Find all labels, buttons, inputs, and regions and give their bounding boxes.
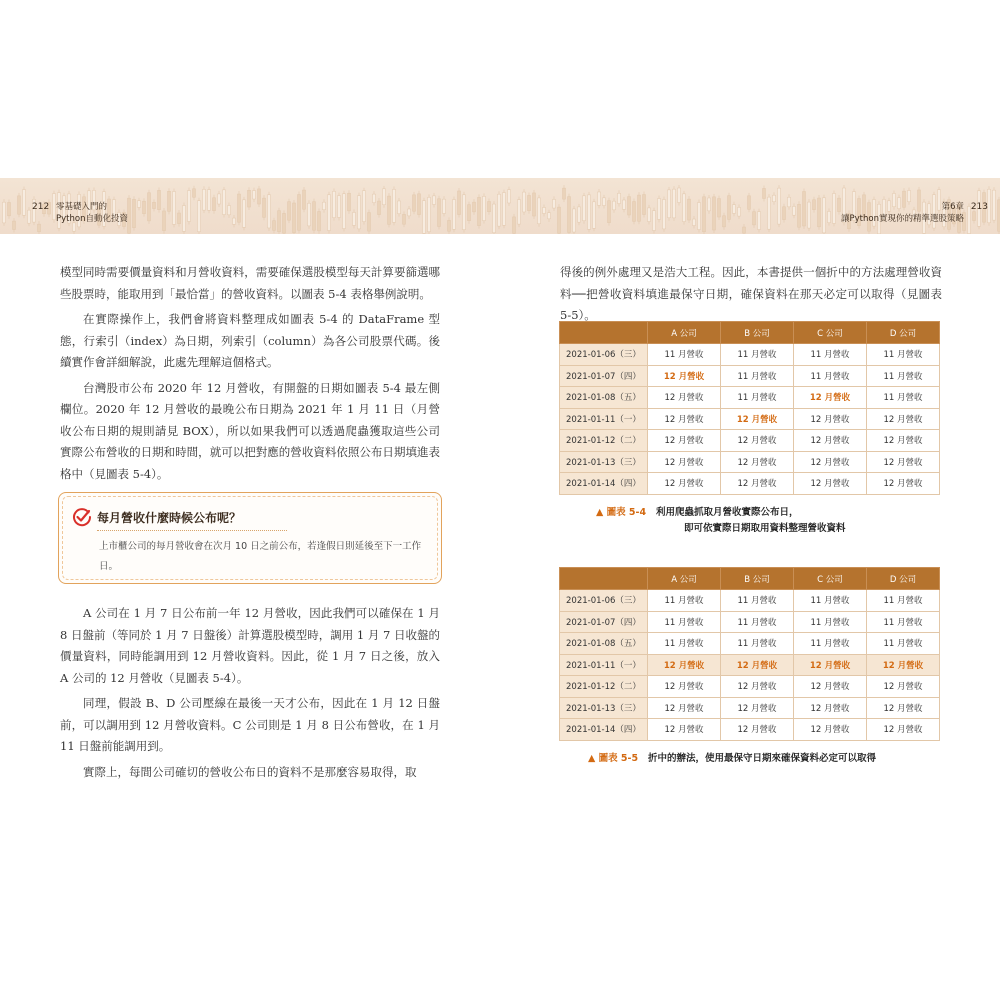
decoration-candle <box>328 195 331 231</box>
decoration-candle <box>413 195 416 211</box>
table-row <box>560 430 940 452</box>
decoration-candle <box>583 196 586 221</box>
revenue-cell: 11 月營收 <box>721 387 794 409</box>
decoration-candle <box>548 213 551 219</box>
decoration-candle <box>573 209 576 232</box>
decoration-candle <box>193 189 196 197</box>
decoration-candle <box>638 195 641 221</box>
decoration-candle <box>343 194 346 229</box>
decoration-candle <box>498 194 501 226</box>
decoration-candle <box>23 190 26 216</box>
decoration-candle <box>803 191 806 225</box>
revenue-cell: 12 月營收 <box>867 719 940 741</box>
revenue-cell: 12 月營收 <box>648 451 721 473</box>
decoration-candle <box>13 221 16 229</box>
table-row <box>560 590 940 612</box>
revenue-cell: 12 月營收 <box>721 719 794 741</box>
decoration-candle <box>813 200 816 210</box>
revenue-cell: 11 月營收 <box>721 344 794 366</box>
revenue-cell: 12 月營收 <box>648 697 721 719</box>
decoration-candle <box>333 191 336 217</box>
decoration-candle <box>298 195 301 231</box>
decoration-candle <box>748 196 751 209</box>
date-cell: 2021-01-06（三） <box>560 590 648 612</box>
decoration-candle <box>403 214 406 224</box>
decoration-candle <box>703 197 706 232</box>
revenue-cell: 12 月營收 <box>648 365 721 387</box>
decoration-candle <box>673 189 676 218</box>
revenue-cell: 11 月營收 <box>794 590 867 612</box>
decoration-candle <box>208 190 211 211</box>
column-header: A 公司 <box>648 568 721 590</box>
decoration-candle <box>808 202 811 228</box>
decoration-candle <box>798 204 801 227</box>
decoration-candle <box>758 212 761 230</box>
decoration-candle <box>723 216 726 227</box>
decoration-candle <box>253 191 256 199</box>
decoration-candle <box>643 195 646 215</box>
decoration-candle <box>348 193 351 211</box>
table-row <box>560 676 940 698</box>
column-header: C 公司 <box>794 568 867 590</box>
table-row <box>560 719 940 741</box>
decoration-candle <box>783 207 786 220</box>
decoration-candle <box>418 194 421 215</box>
decoration-candle <box>633 202 636 222</box>
right-running-header <box>841 201 988 225</box>
date-cell: 2021-01-08（五） <box>560 633 648 655</box>
decoration-candle <box>373 194 376 203</box>
revenue-cell: 12 月營收 <box>648 408 721 430</box>
revenue-cell: 11 月營收 <box>867 633 940 655</box>
decoration-candle <box>603 198 606 206</box>
decoration-candle <box>268 195 271 228</box>
caption-label: ▲ 圖表 5-4 <box>596 507 647 518</box>
date-cell: 2021-01-07（四） <box>560 611 648 633</box>
revenue-cell: 12 月營收 <box>867 697 940 719</box>
decoration-candle <box>358 196 361 229</box>
decoration-candle <box>698 203 701 230</box>
decoration-candle <box>423 201 426 234</box>
revenue-cell: 12 月營收 <box>794 387 867 409</box>
decoration-candle <box>323 202 326 210</box>
revenue-cell: 12 月營收 <box>648 676 721 698</box>
figure-caption-5-4 <box>596 505 846 537</box>
revenue-cell: 12 月營收 <box>648 387 721 409</box>
decoration-candle <box>143 201 146 213</box>
decoration-candle <box>263 198 266 217</box>
table-row <box>560 633 940 655</box>
decoration-candle <box>203 189 206 210</box>
revenue-cell: 11 月營收 <box>867 344 940 366</box>
decoration-candle <box>788 197 791 207</box>
decoration-candle <box>533 193 536 216</box>
decoration-candle <box>523 192 526 212</box>
decoration-candle <box>728 196 731 220</box>
revenue-cell: 11 月營收 <box>721 590 794 612</box>
decoration-candle <box>693 219 696 226</box>
decoration-candle <box>278 211 281 232</box>
date-cell: 2021-01-07（四） <box>560 365 648 387</box>
column-header: A 公司 <box>648 322 721 344</box>
table-row <box>560 344 940 366</box>
caption-text: 折中的辦法，使用最保守日期來確保資料必定可以取得 <box>648 753 877 764</box>
left-book-title-1: 零基礎入門的 <box>56 202 108 212</box>
decoration-candle <box>793 206 796 215</box>
column-header: D 公司 <box>867 568 940 590</box>
revenue-cell: 12 月營收 <box>648 430 721 452</box>
decoration-candle <box>648 208 651 222</box>
decoration-candle <box>833 193 836 223</box>
revenue-cell: 12 月營收 <box>794 719 867 741</box>
date-cell: 2021-01-06（三） <box>560 344 648 366</box>
decoration-candle <box>753 212 756 225</box>
paragraph: 模型同時需要價量資料和月營收資料，需要確保選股模型每天計算要篩選哪些股票時，能取用到「最恰當」的營收資料。以圖表 5-4 表格舉例說明。 <box>60 265 440 301</box>
decoration-candle <box>148 193 151 221</box>
decoration-candle <box>218 194 221 204</box>
decoration-candle <box>593 202 596 228</box>
revenue-cell: 12 月營收 <box>867 676 940 698</box>
decoration-candle <box>518 200 521 224</box>
decoration-candle <box>683 194 686 222</box>
decoration-candle <box>433 196 436 205</box>
divider <box>97 530 287 531</box>
decoration-candle <box>543 207 546 213</box>
decoration-candle <box>318 212 321 231</box>
date-cell: 2021-01-12（二） <box>560 430 648 452</box>
decoration-candle <box>553 199 556 208</box>
revenue-cell: 11 月營收 <box>794 344 867 366</box>
column-header: D 公司 <box>867 322 940 344</box>
decoration-candle <box>503 193 506 226</box>
decoration-candle <box>258 189 261 204</box>
date-cell: 2021-01-08（五） <box>560 387 648 409</box>
revenue-cell: 12 月營收 <box>721 676 794 698</box>
revenue-cell: 11 月營收 <box>867 387 940 409</box>
table-row <box>560 697 940 719</box>
revenue-cell: 11 月營收 <box>721 611 794 633</box>
table-row <box>560 408 940 430</box>
date-cell: 2021-01-13（三） <box>560 697 648 719</box>
decoration-candle <box>443 199 446 213</box>
decoration-candle <box>598 192 601 205</box>
decoration-candle <box>488 202 491 212</box>
decoration-candle <box>513 217 516 233</box>
decoration-candle <box>243 200 246 228</box>
decoration-candle <box>388 196 391 224</box>
left-column-text <box>60 262 440 489</box>
revenue-cell: 12 月營收 <box>794 430 867 452</box>
decoration-candle <box>538 198 541 224</box>
caption-text: 即可依實際日期取用資料整理營收資料 <box>684 523 846 534</box>
date-cell: 2021-01-14（四） <box>560 719 648 741</box>
decoration-candle <box>363 191 366 222</box>
decoration-candle <box>678 188 681 203</box>
paragraph: 台灣股市公布 2020 年 12 月營收，有開盤的日期如圖表 5-4 最左側欄位。2020 年 12 月營收的最晚公布日期為 2021 年 1 月 11 日（月營收公布日期的規則請見 BOX），所以如果我們可以透過爬蟲獲取這些公司實際公布營收的日期和時間，就可以把對應的營收資料依照公布日期填進表格中（見圖表 5-4）。 <box>60 380 440 481</box>
decoration-candle <box>613 201 616 210</box>
decoration-candle <box>588 195 591 229</box>
revenue-cell: 12 月營收 <box>794 451 867 473</box>
revenue-cell: 12 月營收 <box>794 676 867 698</box>
decoration-candle <box>133 199 136 227</box>
column-header: B 公司 <box>721 322 794 344</box>
revenue-cell: 12 月營收 <box>721 697 794 719</box>
decoration-candle <box>828 211 831 222</box>
revenue-cell: 11 月營收 <box>867 365 940 387</box>
right-column-text <box>560 262 942 327</box>
decoration-candle <box>718 199 721 217</box>
revenue-cell: 12 月營收 <box>721 430 794 452</box>
decoration-candle <box>713 197 716 230</box>
revenue-table-5-5 <box>559 567 940 741</box>
revenue-cell: 12 月營收 <box>648 719 721 741</box>
decoration-candle <box>623 200 626 209</box>
decoration-candle <box>778 188 781 224</box>
paragraph: 同理，假設 B、D 公司壓線在最後一天才公布，因此在 1 月 12 日盤前，可以調用到 12 月營收資料。C 公司則是 1 月 8 日公布營收，在 1 月 11 日盤前能調用到。 <box>60 696 440 753</box>
decoration-candle <box>338 196 341 218</box>
column-header: C 公司 <box>794 322 867 344</box>
revenue-cell: 11 月營收 <box>721 365 794 387</box>
right-chapter-title: 讓Python實現你的精準選股策略 <box>841 214 964 224</box>
date-cell: 2021-01-12（二） <box>560 676 648 698</box>
decoration-candle <box>618 193 621 203</box>
decoration-candle <box>183 206 186 232</box>
decoration-candle <box>658 199 661 220</box>
decoration-candle <box>168 191 171 211</box>
decoration-candle <box>398 201 401 214</box>
revenue-cell: 11 月營收 <box>867 611 940 633</box>
paragraph: A 公司在 1 月 7 日公布前一年 12 月營收，因此我們可以確保在 1 月 8 日盤前（等同於 1 月 7 日盤後）計算選股模型時，調用 1 月 7 日收盤的價量資料，同時能調用到 12 月營收資料。因此，從 1 月 7 日之後，放入 A 公司的 12 月營收（見圖表 5-4）。 <box>60 606 440 685</box>
table-body <box>560 590 940 741</box>
decoration-candle <box>383 189 386 205</box>
revenue-cell: 12 月營收 <box>794 473 867 495</box>
decoration-candle <box>38 224 41 232</box>
revenue-cell: 12 月營收 <box>721 473 794 495</box>
decoration-candle <box>368 213 371 232</box>
decoration-candle <box>238 194 241 222</box>
decoration-candle <box>483 196 486 220</box>
decoration-candle <box>273 221 276 231</box>
table-header-row <box>560 322 940 344</box>
revenue-cell: 12 月營收 <box>867 430 940 452</box>
decoration-candle <box>408 209 411 216</box>
decoration-candle <box>438 199 441 227</box>
revenue-cell: 11 月營收 <box>721 633 794 655</box>
table-row <box>560 387 940 409</box>
decoration-candle <box>378 201 381 215</box>
decoration-candle <box>763 188 766 198</box>
decoration-candle <box>608 201 611 223</box>
decoration-candle <box>708 198 711 211</box>
decoration-candle <box>768 197 771 229</box>
revenue-cell: 11 月營收 <box>794 611 867 633</box>
decoration-candle <box>248 190 251 207</box>
revenue-cell: 11 月營收 <box>794 365 867 387</box>
figure-caption-5-5 <box>588 751 876 767</box>
revenue-cell: 11 月營收 <box>648 611 721 633</box>
revenue-cell: 12 月營收 <box>867 654 940 676</box>
left-column-text-lower <box>60 603 440 787</box>
decoration-candle <box>558 207 561 233</box>
decoration-candle <box>468 205 471 221</box>
revenue-cell: 12 月營收 <box>648 654 721 676</box>
revenue-cell: 12 月營收 <box>794 408 867 430</box>
decoration-candle <box>453 200 456 230</box>
revenue-table-5-4 <box>559 321 940 495</box>
paragraph: 在實際操作上，我們會將資料整理成如圖表 5-4 的 DataFrame 型態，行索引（index）為日期，列索引（column）為各公司股票代碼。後續實作會詳細解說，此處先理解這個格式。 <box>60 312 440 369</box>
decoration-candle <box>458 191 461 215</box>
box-body: 上市櫃公司的每月營收會在次月 10 日之前公布，若逢假日則延後至下一工作日。 <box>99 541 422 572</box>
decoration-candle <box>233 218 236 224</box>
decoration-candle <box>738 207 741 216</box>
check-circle-icon <box>71 506 93 528</box>
table-row <box>560 451 940 473</box>
decoration-candle <box>663 200 666 229</box>
table-row <box>560 611 940 633</box>
revenue-cell: 11 月營收 <box>648 590 721 612</box>
revenue-cell: 12 月營收 <box>867 451 940 473</box>
decoration-candle <box>568 197 571 233</box>
table-corner-cell <box>560 568 648 590</box>
decoration-candle <box>688 199 691 220</box>
decoration-candle <box>493 204 496 233</box>
table-corner-cell <box>560 322 648 344</box>
decoration-candle <box>528 195 531 210</box>
date-cell: 2021-01-11（一） <box>560 654 648 676</box>
table-row <box>560 654 940 676</box>
date-cell: 2021-01-14（四） <box>560 473 648 495</box>
left-page-number: 212 <box>32 202 50 212</box>
revenue-cell: 11 月營收 <box>867 590 940 612</box>
revenue-cell: 12 月營收 <box>721 408 794 430</box>
decoration-candle <box>173 191 176 224</box>
decoration-candle <box>508 190 511 203</box>
decoration-candle <box>578 207 581 222</box>
decoration-candle <box>818 198 821 227</box>
revenue-cell: 12 月營收 <box>867 408 940 430</box>
table-row <box>560 473 940 495</box>
decoration-candle <box>163 211 166 231</box>
decoration-candle <box>198 201 201 232</box>
table-body <box>560 344 940 495</box>
decoration-candle <box>993 190 996 220</box>
column-header: B 公司 <box>721 568 794 590</box>
revenue-cell: 12 月營收 <box>794 697 867 719</box>
caption-label: ▲ 圖表 5-5 <box>588 753 639 764</box>
revenue-cell: 12 月營收 <box>721 654 794 676</box>
decoration-candle <box>428 197 431 231</box>
decoration-candle <box>733 205 736 214</box>
decoration-candle <box>743 227 746 233</box>
revenue-cell: 11 月營收 <box>648 633 721 655</box>
decoration-candle <box>473 202 476 212</box>
decoration-candle <box>288 202 291 220</box>
decoration-candle <box>283 213 286 233</box>
decoration-candle <box>353 212 356 225</box>
decoration-candle <box>668 190 671 218</box>
decoration-candle <box>823 198 826 233</box>
decoration-candle <box>28 210 31 223</box>
revenue-cell: 11 月營收 <box>794 633 867 655</box>
decoration-candle <box>138 201 141 208</box>
paragraph: 實際上，每間公司確切的營收公布日的資料不是那麼容易取得，取 <box>83 764 417 779</box>
decoration-candle <box>223 190 226 215</box>
decoration-candle <box>773 195 776 202</box>
info-box <box>58 492 442 584</box>
decoration-candle <box>178 213 181 224</box>
table-header-row <box>560 568 940 590</box>
revenue-cell: 12 月營收 <box>794 654 867 676</box>
caption-text: 利用爬蟲抓取月營收實際公布日， <box>656 507 799 518</box>
decoration-candle <box>8 202 11 215</box>
paragraph: 得後的例外處理又是浩大工程。因此，本書提供一個折中的方法處理營收資料──把營收資料填進最保守日期，確保資料在那天必定可以取得（見圖表 5-5）。 <box>560 265 942 322</box>
decoration-candle <box>313 202 316 231</box>
revenue-cell: 12 月營收 <box>648 473 721 495</box>
decoration-candle <box>293 203 296 233</box>
revenue-cell: 11 月營收 <box>648 344 721 366</box>
decoration-candle <box>393 189 396 222</box>
decoration-candle <box>448 220 451 231</box>
decoration-candle <box>563 188 566 199</box>
decoration-candle <box>213 198 216 211</box>
date-cell: 2021-01-13（三） <box>560 451 648 473</box>
decoration-candle <box>158 190 161 209</box>
decoration-candle <box>308 203 311 226</box>
decoration-candle <box>3 202 6 223</box>
decoration-candle <box>188 191 191 222</box>
revenue-cell: 12 月營收 <box>867 473 940 495</box>
decoration-candle <box>18 196 21 214</box>
decoration-candle <box>228 206 231 215</box>
right-page-number: 213 <box>970 202 988 212</box>
date-cell: 2021-01-11（一） <box>560 408 648 430</box>
decoration-candle <box>478 197 481 225</box>
decoration-candle <box>303 190 306 209</box>
decoration-candle <box>628 197 631 215</box>
right-chapter-label: 第6章 <box>941 202 964 212</box>
left-book-title-2: Python自動化投資 <box>56 214 128 224</box>
decoration-candle <box>153 202 156 208</box>
decoration-candle <box>463 195 466 230</box>
revenue-cell: 12 月營收 <box>721 451 794 473</box>
table-row <box>560 365 940 387</box>
decoration-candle <box>653 211 656 231</box>
box-title: 每月營收什麼時候公布呢？ <box>97 511 242 525</box>
